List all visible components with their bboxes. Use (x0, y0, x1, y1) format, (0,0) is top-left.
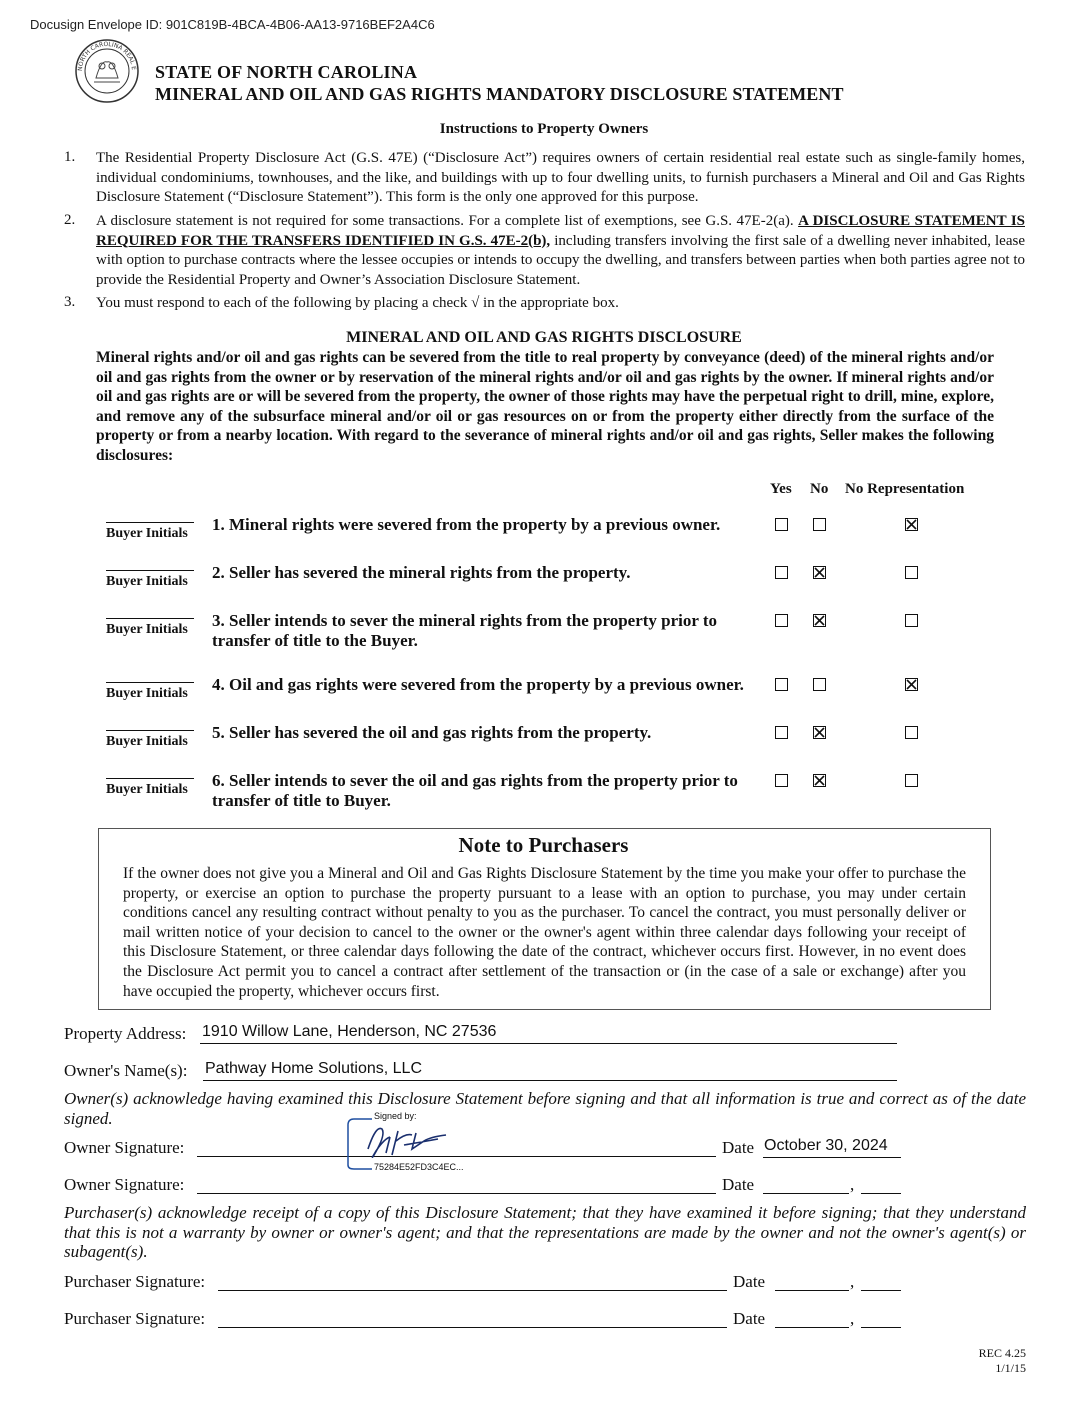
purchaser-signature-2-field[interactable] (218, 1309, 727, 1328)
checkbox-no-rep[interactable] (905, 678, 918, 691)
state-seal-icon (74, 38, 140, 104)
check-x-icon (814, 727, 825, 738)
owner-date-label: Date (722, 1138, 755, 1157)
owner-name-label: Owner's Name(s): (64, 1061, 188, 1080)
checkbox-yes[interactable] (775, 614, 788, 627)
disclosure-question: 2. Seller has severed the mineral rights from the property. (212, 563, 631, 582)
owner-date-2-separator: , (850, 1175, 855, 1194)
purchaser-signature-1-field[interactable] (218, 1272, 727, 1291)
owner-name-value: Pathway Home Solutions, LLC (205, 1060, 422, 1077)
purchaser-signature-1-label: Purchaser Signature: (64, 1272, 206, 1291)
form-title: MINERAL AND OIL AND GAS RIGHTS MANDATORY DISCLOSURE STATEMENT (155, 84, 844, 104)
purchaser-date-2-year-field[interactable] (861, 1309, 901, 1328)
signature-id: 75284E52FD3C4EC... (374, 1162, 464, 1172)
column-no: No (810, 481, 829, 497)
owner-date-value: October 30, 2024 (764, 1137, 888, 1154)
purchaser-date-2-field[interactable] (775, 1309, 849, 1328)
checkbox-yes[interactable] (775, 518, 788, 531)
disclosure-question: 4. Oil and gas rights were severed from the property by a previous owner. (212, 675, 744, 694)
form-revision: 1/1/15 (995, 1361, 1026, 1375)
required-transfers-notice: A DISCLOSURE STATEMENT IS REQUIRED FOR THE TRANSFERS IDENTIFIED IN G.S. 47E-2(b), (96, 213, 1025, 249)
purchaser-acknowledgement: Purchaser(s) acknowledge receipt of a copy of this Disclosure Statement; that they have examined it before signing; that they understand that this is not a warranty by owner or owner's agent; and that the representations are made by the owner and not the owner's agent(s) or subagent(s). (64, 1203, 1026, 1261)
purchaser-date-1-separator: , (850, 1272, 855, 1291)
purchaser-date-1-label: Date (733, 1272, 766, 1291)
checkbox-yes[interactable] (775, 774, 788, 787)
property-address-field[interactable] (200, 1024, 897, 1044)
docusign-signature-block (346, 1111, 476, 1171)
check-x-icon (906, 679, 917, 690)
buyer-initials-field[interactable] (106, 570, 194, 571)
checkbox-no-rep[interactable] (905, 726, 918, 739)
purchaser-date-2-label: Date (733, 1309, 766, 1328)
checkbox-no[interactable] (813, 774, 826, 787)
owner-signature-2-label: Owner Signature: (64, 1175, 185, 1194)
buyer-initials-field[interactable] (106, 778, 194, 779)
owner-signature-2-field[interactable] (197, 1175, 716, 1194)
checkbox-no-rep[interactable] (905, 774, 918, 787)
checkbox-yes[interactable] (775, 566, 788, 579)
check-x-icon (906, 519, 917, 530)
owner-signature-label: Owner Signature: (64, 1138, 185, 1157)
disclosure-question: 6. Seller intends to sever the oil and gas rights from the property prior to transfer of title to Buyer. (212, 771, 738, 810)
buyer-initials-field[interactable] (106, 618, 194, 619)
owner-date-2-year-field[interactable] (861, 1175, 901, 1194)
buyer-initials-label: Buyer Initials (106, 734, 188, 749)
purchaser-date-1-field[interactable] (775, 1272, 849, 1291)
check-x-icon (814, 615, 825, 626)
disclosure-question: 1. Mineral rights were severed from the property by a previous owner. (212, 515, 721, 534)
checkbox-no[interactable] (813, 566, 826, 579)
instruction-2-text: A disclosure statement is not required for some transactions. For a complete list of exemptions, see G.S. 47E-2(a). A DISCLOSURE STATEMENT IS REQUIRED FOR THE TRANSFERS IDENTIFIED IN G.S. 47E-2(b), including transfers involving the first sale of a dwelling never inhabited, lease with option to purchase contracts where the lessee occupies or intends to occupy the dwelling, and transfers between parties when both parties agree not to provide the Residential Property and Owner’s Association Disclosure Statement. (96, 213, 1025, 288)
signed-by-label: Signed by: (374, 1111, 417, 1121)
note-title: Note to Purchasers (458, 833, 629, 857)
note-body: If the owner does not give you a Mineral and Oil and Gas Rights Disclosure Statement by the time you make your offer to purchase the property, or exercise an option to purchase the property pursuant to a lease with an option to purchase, you may under certain conditions cancel any resulting contract without penalty to you as the purchaser. To cancel the contract, you must personally deliver or mail written notice of your decision to cancel to the owner or the owner's agent within three calendar days following your receipt of this Disclosure Statement, or three calendar days following the date of the contract, whichever occurs first. However, in no event does the Disclosure Act permit you to cancel a contract after settlement of the transaction or (in the case of a sale or exchange) after you have occupied the property, whichever occurs first. (123, 865, 966, 1000)
property-address-value: 1910 Willow Lane, Henderson, NC 27536 (202, 1023, 497, 1040)
instruction-1-text: The Residential Property Disclosure Act (G.S. 47E) (“Disclosure Act”) requires owners of certain residential real estate such as single-family homes, individual condominiums, townhouses, and the like, and buildings with up to four dwelling units, to furnish purchasers a Mineral and Oil and Gas Rights Disclosure Statement (“Disclosure Statement”). This form is the only one approved for this purpose. (96, 150, 1025, 205)
checkbox-yes[interactable] (775, 678, 788, 691)
instruction-1-number: 1. (64, 149, 76, 165)
buyer-initials-field[interactable] (106, 682, 194, 683)
buyer-initials-label: Buyer Initials (106, 686, 188, 701)
checkbox-no[interactable] (813, 726, 826, 739)
owner-date-2-label: Date (722, 1175, 755, 1194)
checkbox-yes[interactable] (775, 726, 788, 739)
disclosure-question: 3. Seller intends to sever the mineral rights from the property prior to transfer of title to the Buyer. (212, 611, 718, 650)
envelope-id: Docusign Envelope ID: 901C819B-4BCA-4B06-AA13-9716BEF2A4C6 (30, 17, 435, 32)
purchaser-date-1-year-field[interactable] (861, 1272, 901, 1291)
property-address-label: Property Address: (64, 1024, 187, 1043)
disclosure-heading: MINERAL AND OIL AND GAS RIGHTS DISCLOSURE (346, 329, 742, 346)
purchaser-date-2-separator: , (850, 1309, 855, 1328)
svg-text:NORTH CAROLINA REAL ESTATE: NORTH CAROLINA REAL E (76, 40, 138, 72)
check-x-icon (814, 775, 825, 786)
instruction-3-text: You must respond to each of the following by placing a check √ in the appropriate box. (96, 295, 619, 311)
checkbox-no[interactable] (813, 518, 826, 531)
instruction-3-number: 3. (64, 294, 76, 310)
disclosure-body: Mineral rights and/or oil and gas rights can be severed from the title to real property by conveyance (deed) of the mineral rights and/or oil and gas rights from the owner or by reservation of the mineral rights and/or oil and gas rights by the owner. If mineral rights and/or oil and gas rights are or will be severed from the property, the owner of those rights may have the perpetual right to drill, mine, explore, and remove any of the subsurface mineral and/or oil or gas resources on or from the property either directly from the surface of the property or from a nearby location. With regard to the severance of mineral rights and/or oil and gas rights, Seller makes the following disclosures: (96, 349, 994, 464)
purchaser-signature-2-label: Purchaser Signature: (64, 1309, 206, 1328)
check-x-icon (814, 567, 825, 578)
instruction-2-number: 2. (64, 212, 76, 228)
buyer-initials-label: Buyer Initials (106, 782, 188, 797)
owner-date-field[interactable] (763, 1138, 901, 1158)
column-yes: Yes (770, 481, 792, 497)
owner-date-2-field[interactable] (763, 1175, 849, 1194)
state-title: STATE OF NORTH CAROLINA (155, 62, 418, 82)
disclosure-question: 5. Seller has severed the oil and gas rights from the property. (212, 723, 652, 742)
buyer-initials-label: Buyer Initials (106, 526, 188, 541)
checkbox-no[interactable] (813, 614, 826, 627)
column-no-representation: No Representation (845, 481, 965, 497)
checkbox-no[interactable] (813, 678, 826, 691)
form-number: REC 4.25 (978, 1346, 1026, 1360)
checkbox-no-rep[interactable] (905, 566, 918, 579)
buyer-initials-label: Buyer Initials (106, 574, 188, 589)
owner-name-field[interactable] (203, 1061, 897, 1081)
buyer-initials-field[interactable] (106, 522, 194, 523)
checkbox-no-rep[interactable] (905, 614, 918, 627)
buyer-initials-label: Buyer Initials (106, 622, 188, 637)
checkbox-no-rep[interactable] (905, 518, 918, 531)
buyer-initials-field[interactable] (106, 730, 194, 731)
owner-acknowledgement: Owner(s) acknowledge having examined this Disclosure Statement before signing and that all information is true and correct as of the date signed. (64, 1089, 1026, 1128)
instructions-heading: Instructions to Property Owners (439, 121, 649, 137)
